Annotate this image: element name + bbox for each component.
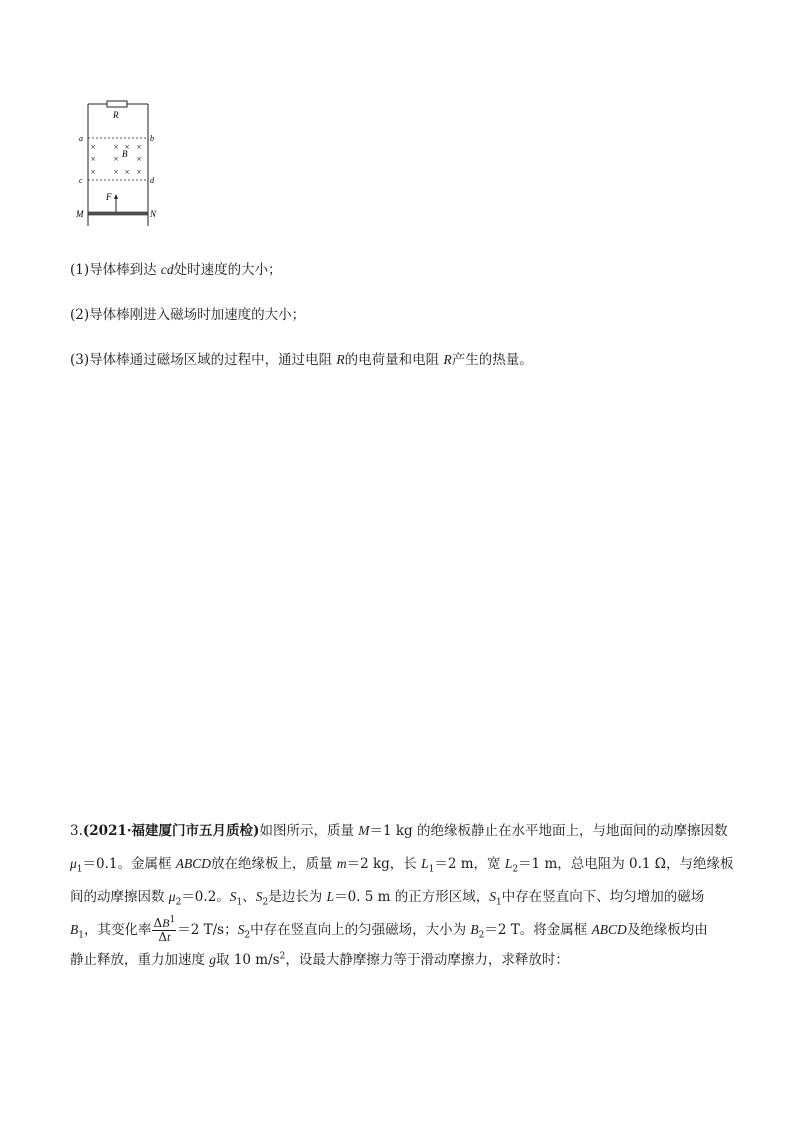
- cross-mark: ×: [90, 154, 97, 164]
- question-2: (2)导体棒刚进入磁场时加速度的大小；: [70, 307, 306, 323]
- cross-mark: ×: [136, 154, 143, 164]
- problem-source: (2021·福建厦门市五月质检): [82, 823, 260, 839]
- force-arrow-head: [114, 194, 118, 199]
- problem-line-1: 3.(2021·福建厦门市五月质检)如图所示，质量 M＝1 kg 的绝缘板静止在水平地面上，与地面间的动摩擦因数: [70, 823, 728, 839]
- circuit-diagram: [76, 96, 166, 230]
- force-label-F: F: [106, 192, 112, 202]
- cross-mark: ×: [124, 142, 131, 152]
- resistor: [107, 101, 127, 107]
- magnetic-field-crosses: [90, 142, 142, 177]
- label-N: N: [150, 209, 157, 219]
- cross-mark: ×: [124, 167, 131, 177]
- rate-fraction: $\frac{\Delta B^1}{\Delta t}$: [153, 915, 176, 944]
- question-1: (1)导体棒到达 cd处时速度的大小；: [70, 262, 282, 278]
- problem-number: 3.: [70, 823, 83, 839]
- label-b: b: [150, 134, 154, 143]
- cross-mark: ×: [113, 154, 120, 164]
- conductor-rod: [88, 212, 148, 215]
- field-label-B: B: [122, 149, 128, 159]
- label-c: c: [79, 176, 83, 185]
- cross-mark: ×: [136, 167, 143, 177]
- problem-line-2: $\mu_1=0.1$。金属框 ABCD放在绝缘板上，质量 m＝2 kg，长 $L_1=2$ m，宽 $L_2=1$ m，总电阻为 0.1 Ω，与绝缘板: [70, 856, 734, 875]
- cross-mark: ×: [113, 167, 120, 177]
- cross-mark: ×: [136, 142, 143, 152]
- cross-mark: ×: [113, 142, 120, 152]
- label-d: d: [150, 176, 154, 185]
- label-M: M: [76, 209, 84, 219]
- question-3: (3)导体棒通过磁场区域的过程中，通过电阻 R的电荷量和电阻 R产生的热量。: [70, 352, 533, 368]
- problem-line-4: $B_1$，其变化率 $\frac{\Delta B^1}{\Delta t}$ ＝2 T/s；$S_2$中存在竖直向上的匀强磁场，大小为 $B_2=2$ T。将金属框 ABCD及绝缘板均由: [70, 915, 708, 944]
- problem-line-5: 静止释放，重力加速度 g取 10 $m/s^2$，设最大静摩擦力等于滑动摩擦力，求释放时：: [70, 951, 569, 968]
- cross-mark: ×: [90, 142, 97, 152]
- resistor-label: R: [113, 110, 119, 120]
- problem-line-3: 间的动摩擦因数 $\mu_2=0.2$。$S_1$、$S_2$是边长为 L＝0. 5 m 的正方形区域，$S_1$中存在竖直向下、均匀增加的磁场: [70, 889, 705, 908]
- label-a: a: [79, 134, 83, 143]
- circuit-figure: [76, 96, 166, 230]
- cross-mark: ×: [90, 167, 97, 177]
